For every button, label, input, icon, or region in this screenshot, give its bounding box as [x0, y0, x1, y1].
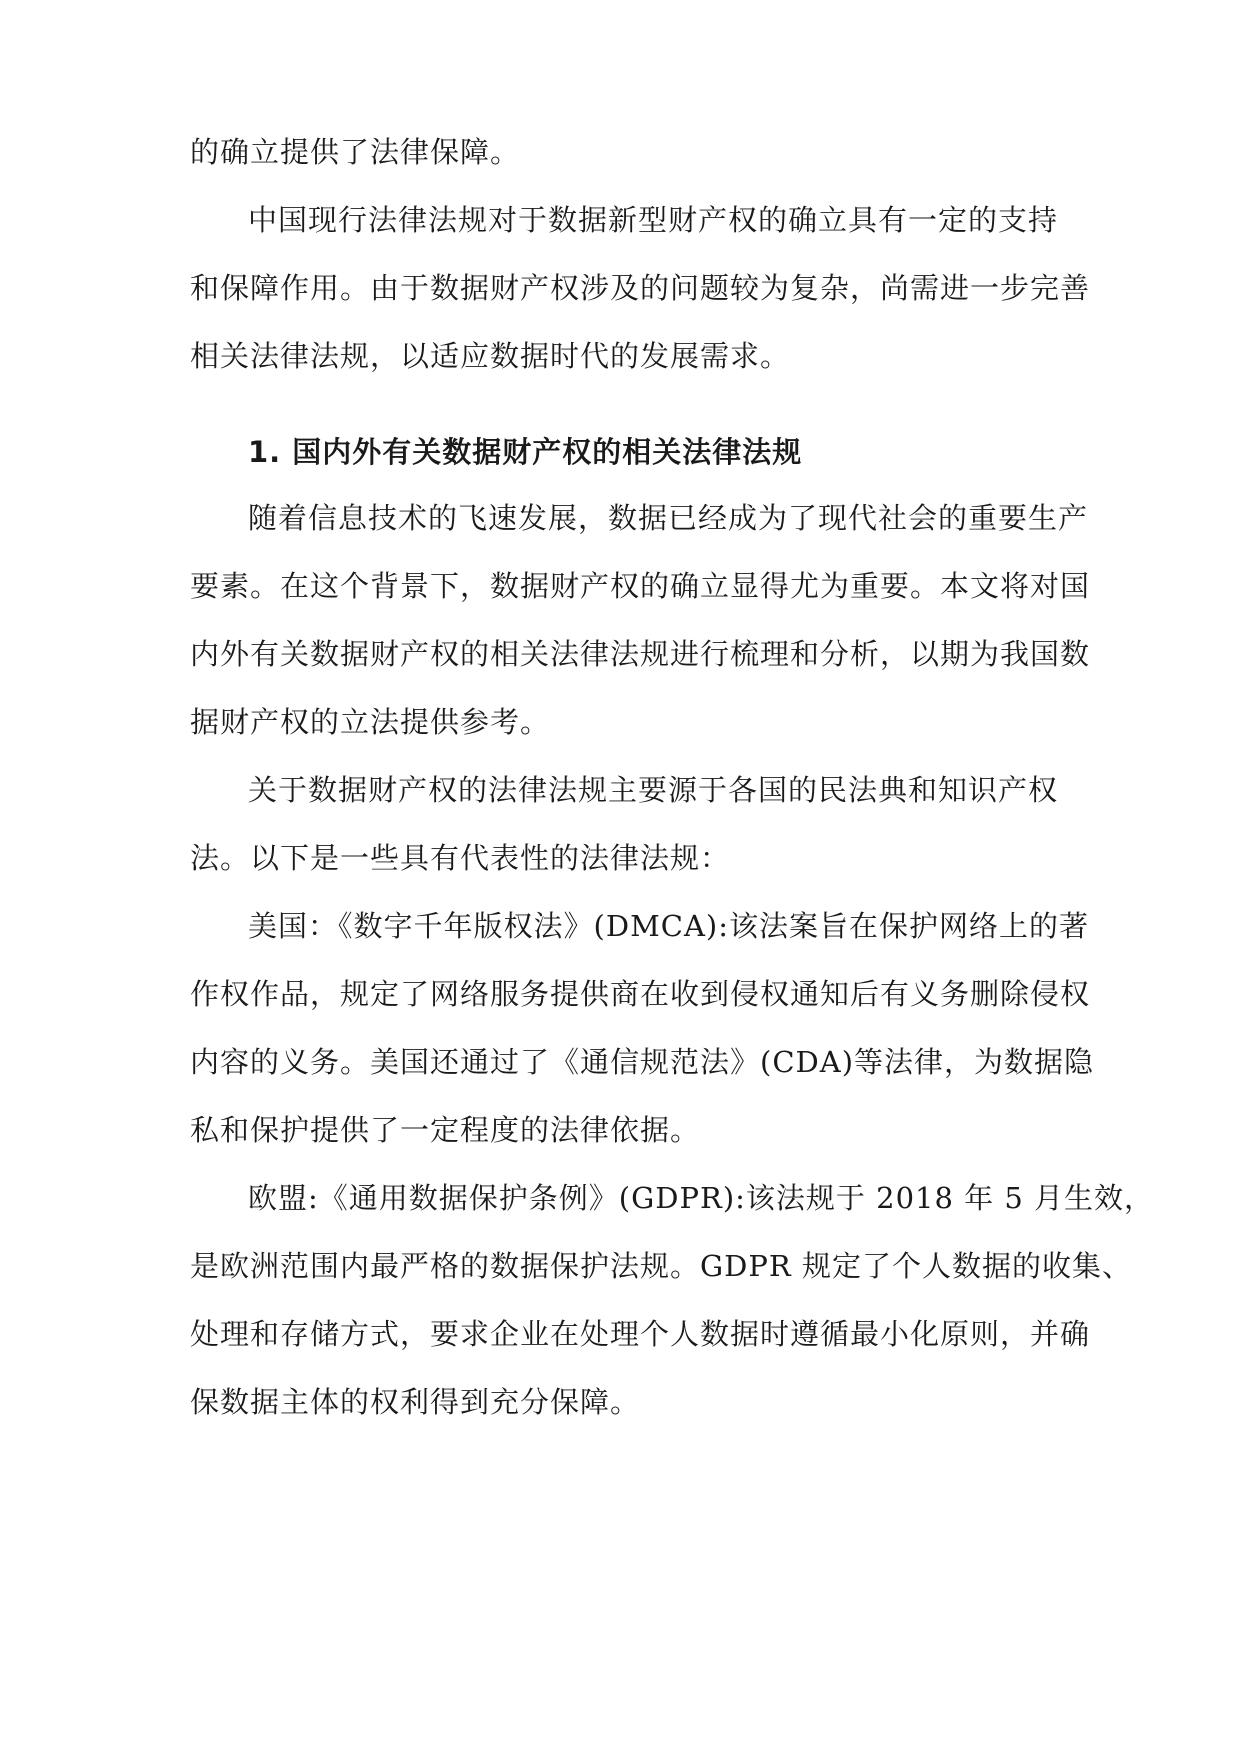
section-heading: 1. 国内外有关数据财产权的相关法律法规	[248, 435, 803, 469]
paragraph-line: 是欧洲范围内最严格的数据保护法规。GDPR 规定了个人数据的收集、	[190, 1249, 1132, 1283]
paragraph-line: 美国：《数字千年版权法》(DMCA):该法案旨在保护网络上的著	[248, 909, 1089, 943]
paragraph-line: 作权作品，规定了网络服务提供商在收到侵权通知后有义务删除侵权	[190, 977, 1091, 1011]
paragraph-line: 欧盟:《通用数据保护条例》(GDPR):该法规于 2018 年 5 月生效，	[248, 1181, 1155, 1215]
paragraph-line: 内容的义务。美国还通过了《通信规范法》(CDA)等法律，为数据隐	[190, 1045, 1095, 1079]
paragraph-line: 相关法律法规，以适应数据时代的发展需求。	[190, 339, 791, 373]
paragraph-line: 随着信息技术的飞速发展，数据已经成为了现代社会的重要生产	[248, 501, 1089, 535]
paragraph-line: 关于数据财产权的法律法规主要源于各国的民法典和知识产权	[248, 773, 1059, 807]
paragraph-line: 保数据主体的权利得到充分保障。	[190, 1385, 641, 1419]
paragraph-line: 要素。在这个背景下，数据财产权的确立显得尤为重要。本文将对国	[190, 569, 1091, 603]
paragraph-line: 的确立提供了法律保障。	[190, 135, 521, 169]
paragraph-line: 处理和存储方式，要求企业在处理个人数据时遵循最小化原则，并确	[190, 1317, 1091, 1351]
paragraph-line: 和保障作用。由于数据财产权涉及的问题较为复杂，尚需进一步完善	[190, 271, 1091, 305]
paragraph-line: 中国现行法律法规对于数据新型财产权的确立具有一定的支持	[248, 203, 1059, 237]
paragraph-line: 法。以下是一些具有代表性的法律法规：	[190, 841, 731, 875]
paragraph-line: 私和保护提供了一定程度的法律依据。	[190, 1113, 701, 1147]
paragraph-line: 内外有关数据财产权的相关法律法规进行梳理和分析，以期为我国数	[190, 637, 1091, 671]
paragraph-line: 据财产权的立法提供参考。	[190, 705, 551, 739]
